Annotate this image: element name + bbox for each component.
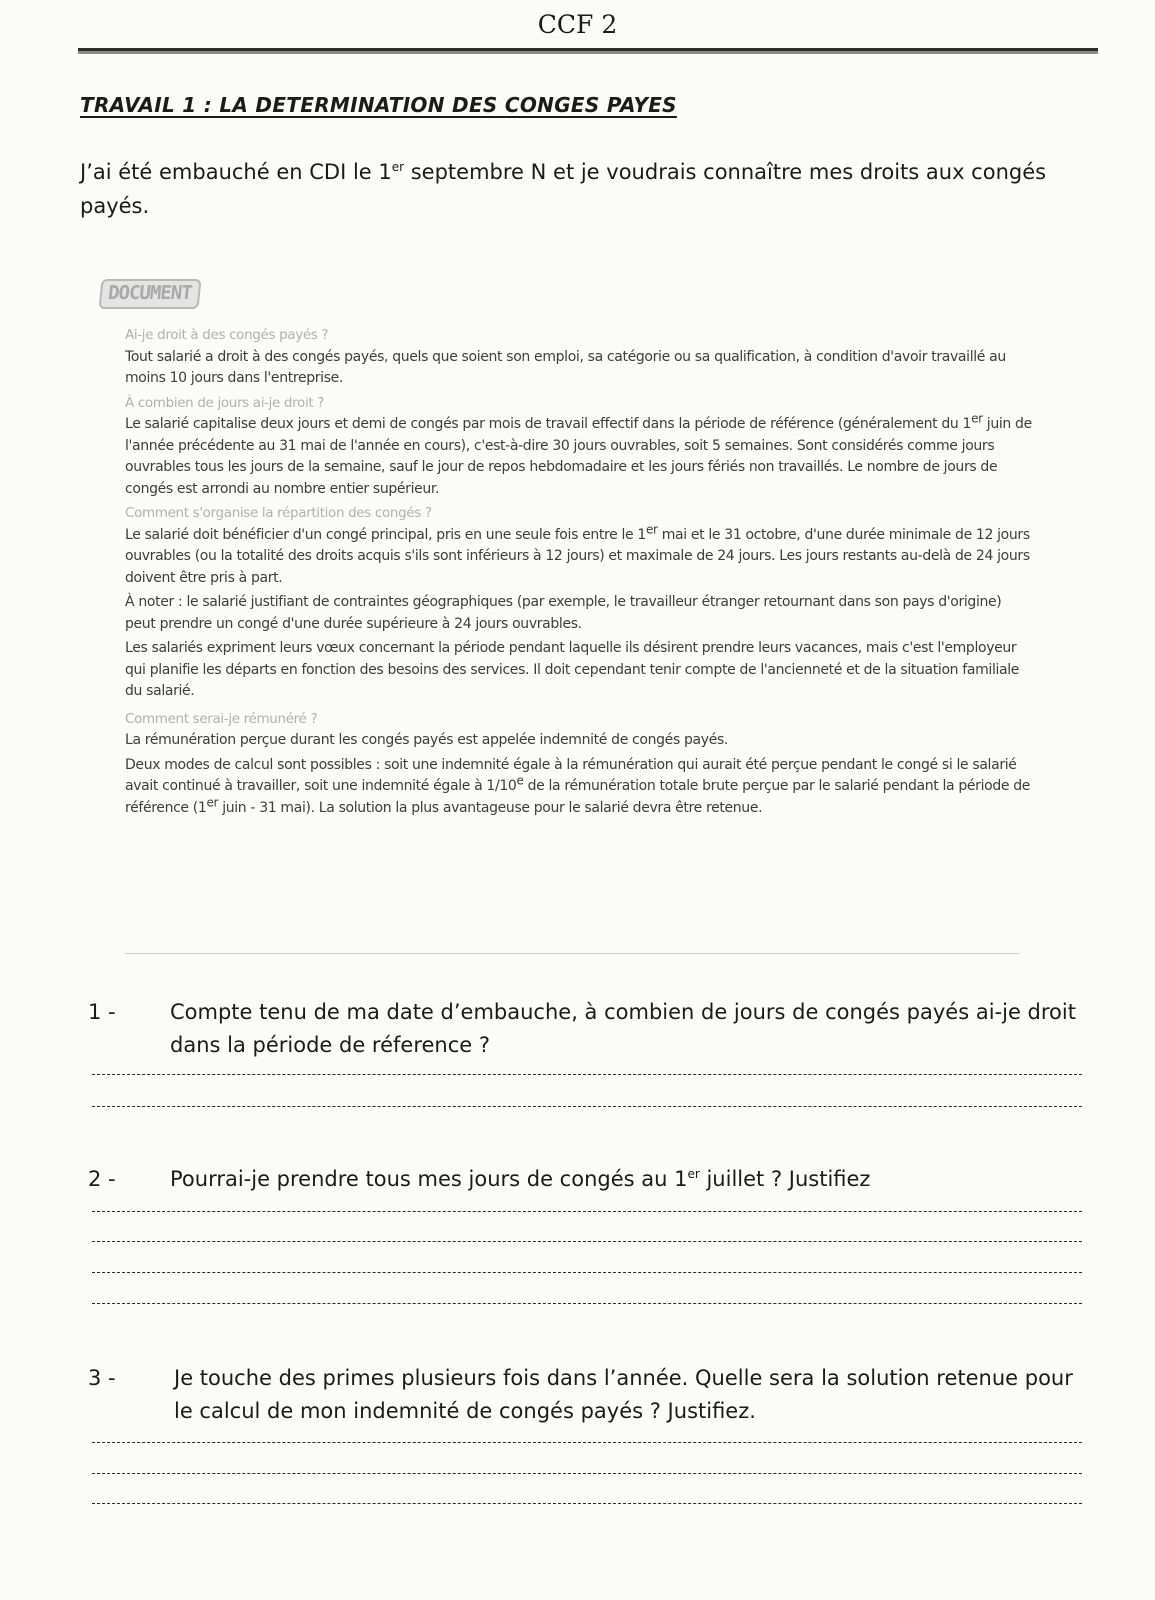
doc-paragraph-6: La rémunération perçue durant les congés payés est appelée indemnité de congés payés. xyxy=(125,732,728,748)
doc-p7-c: juin - 31 mai). La solution la plus avantageuse pour le salarié devra être retenue. xyxy=(218,799,763,816)
answer-line[interactable] xyxy=(92,1241,1082,1242)
question-2-number: 2 - xyxy=(88,1167,116,1191)
question-2-sup: er xyxy=(687,1167,700,1181)
doc-p2-sup: er xyxy=(971,411,983,426)
answer-line[interactable] xyxy=(92,1211,1082,1212)
doc-paragraph-2 xyxy=(125,411,1035,500)
doc-paragraph-4: À noter : le salarié justifiant de contraintes géographiques (par exemple, le travailleur étranger retournant dans son pays d'origine) peut prendre un congé d'une durée supérieure à 24 jours ouvrables. xyxy=(125,594,1002,632)
doc-p7-a: Deux modes de calcul sont possibles : soit une indemnité égale à la rémunération qui aurait été perçue pendant le congé si le salarié avait continué à travailler, soit une indemnité égale à 1/10 xyxy=(125,756,1017,794)
question-2-text xyxy=(170,1163,1090,1196)
question-3-number: 3 - xyxy=(88,1366,116,1390)
answer-line[interactable] xyxy=(92,1272,1082,1273)
intro-part1: J’ai été embauché en CDI le 1 xyxy=(80,160,392,184)
doc-paragraph-7 xyxy=(125,755,1035,820)
doc-p2-a: Le salarié capitalise deux jours et demi de congés par mois de travail effectif dans la période de référence (généralement du 1 xyxy=(125,416,972,432)
answer-line[interactable] xyxy=(92,1106,1082,1107)
header-rule xyxy=(78,48,1098,54)
document-excerpt xyxy=(125,325,1035,822)
answer-line[interactable] xyxy=(92,1503,1082,1504)
answer-line[interactable] xyxy=(92,1442,1082,1443)
intro-part2: septembre N et je voudrais connaître mes droits aux congés payés. xyxy=(80,160,1047,218)
document-badge: DOCUMENT xyxy=(98,279,201,309)
question-1-number: 1 - xyxy=(88,1000,116,1024)
doc-p7-sup: e xyxy=(516,773,524,788)
doc-question-4: Comment serai-je rémunéré ? xyxy=(125,710,318,727)
intro-text xyxy=(80,155,1100,223)
doc-p3-sup: er xyxy=(645,521,658,536)
answer-line[interactable] xyxy=(92,1303,1082,1304)
question-1-text: Compte tenu de ma date d’embauche, à combien de jours de congés payés ai-je droit dans la période de réference ? xyxy=(170,1000,1076,1057)
answer-line[interactable] xyxy=(92,1473,1082,1474)
doc-p7-sup2: er xyxy=(206,794,219,809)
question-2-text-a: Pourrai-je prendre tous mes jours de congés au 1 xyxy=(170,1167,688,1191)
doc-paragraph-3 xyxy=(125,521,1035,590)
question-3-text: Je touche des primes plusieurs fois dans l’année. Quelle sera la solution retenue pour le calcul de mon indemnité de congés payés ? Justifiez. xyxy=(174,1366,1073,1423)
section-title: TRAVAIL 1 : LA DETERMINATION DES CONGES PAYES xyxy=(80,93,677,117)
doc-p3-a: Le salarié doit bénéficier d'un congé principal, pris en une seule fois entre le 1 xyxy=(125,526,646,543)
doc-question-1: Ai-je droit à des congés payés ? xyxy=(125,327,329,343)
doc-paragraph-1: Tout salarié a droit à des congés payés, quels que soient son emploi, sa catégorie ou sa qualification, à condition d'avoir travaillé au moins 10 jours dans l'entreprise. xyxy=(125,348,1006,386)
doc-question-2: À combien de jours ai-je droit ? xyxy=(125,394,325,411)
answer-line[interactable] xyxy=(92,1074,1082,1075)
doc-p3-b: mai et le 31 octobre, d'une durée minimale de 12 jours ouvrables (ou la totalité des droits acquis s'ils sont inférieurs à 12 jours) et maximale de 24 jours. Les jours restants au-delà de 24 jours doivent être pris à part. xyxy=(125,526,1030,586)
document-bottom-rule xyxy=(125,953,1020,954)
question-2-text-b: juillet ? Justifiez xyxy=(699,1167,871,1191)
intro-sup: er xyxy=(391,160,405,174)
doc-p2-b: juin de l'année précédente au 31 mai de l'année en cours), c'est-à-dire 30 jours ouvrables, soit 5 semaines. Sont considérés comme jours ouvrables tous les jours de la semaine, sauf le jour de repos hebdomadaire et les jours fériés non travaillés. Le nombre de jours de congés est arrondi au nombre entier supérieur. xyxy=(125,416,1032,497)
doc-question-3: Comment s'organise la répartition des congés ? xyxy=(125,505,432,521)
doc-paragraph-5: Les salariés expriment leurs vœux concernant la période pendant laquelle ils désirent prendre leurs vacances, mais c'est l'employeur qui planifie les départs en fonction des besoins des services. Il doit cependant tenir compte de l'ancienneté et de la situation familiale du salarié. xyxy=(125,640,1020,699)
doc-p7-b: de la rémunération totale brute perçue par le salarié pendant la période de référence (1 xyxy=(125,778,1031,816)
page-header: CCF 2 xyxy=(537,10,618,39)
